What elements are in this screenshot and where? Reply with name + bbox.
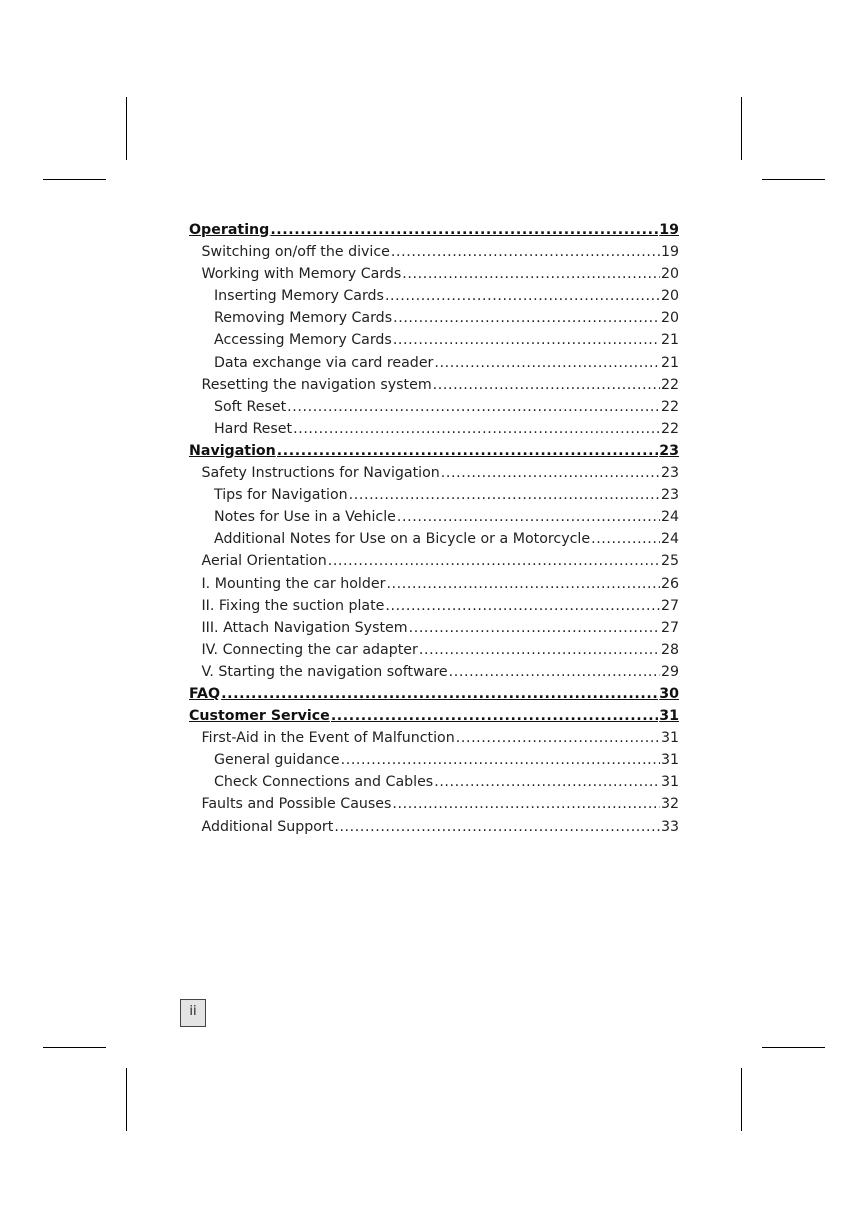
toc-entry-row[interactable] <box>189 241 679 263</box>
toc-entry-row[interactable] <box>189 307 679 329</box>
toc-entry-page: 20 <box>660 266 679 283</box>
toc-dot-leader <box>391 241 660 263</box>
toc-entry-title: I. Mounting the car holder <box>201 575 386 592</box>
toc-entry-title: Customer Service <box>189 708 330 725</box>
toc-dot-leader <box>433 374 660 396</box>
toc-entry-page: 29 <box>660 663 679 680</box>
toc-entry-row[interactable] <box>189 793 679 815</box>
toc-entry-row[interactable] <box>189 595 679 617</box>
toc-entry-row[interactable] <box>189 528 679 550</box>
toc-dot-leader <box>341 749 660 771</box>
toc-entry-title: Additional Notes for Use on a Bicycle or a Motorcycle <box>214 531 591 548</box>
toc-entry-page: 31 <box>659 708 679 725</box>
toc-entry-page: 23 <box>660 465 679 482</box>
toc-entry-page: 20 <box>660 310 679 327</box>
toc-entry-page: 27 <box>660 597 679 614</box>
toc-entry-row[interactable] <box>189 285 679 307</box>
toc-entry-row[interactable] <box>189 396 679 418</box>
toc-entry-title: Notes for Use in a Vehicle <box>214 509 396 526</box>
toc-entry-title: First-Aid in the Event of Malfunction <box>201 730 455 747</box>
toc-entry-page: 28 <box>660 641 679 658</box>
toc-dot-leader <box>293 418 660 440</box>
page-number: ii <box>180 999 206 1027</box>
toc-entry-page: 23 <box>659 442 679 459</box>
toc-entry-page: 27 <box>660 619 679 636</box>
toc-entry-title: Additional Support <box>201 818 334 835</box>
toc-entry-title: Working with Memory Cards <box>201 266 402 283</box>
toc-entry-title: Accessing Memory Cards <box>214 332 392 349</box>
toc-dot-leader <box>409 617 660 639</box>
toc-entry-page: 22 <box>660 398 679 415</box>
toc-entry-title: Faults and Possible Causes <box>201 796 392 813</box>
toc-entry-page: 19 <box>659 222 679 238</box>
toc-entry-title: Inserting Memory Cards <box>214 288 384 305</box>
crop-mark-top-left-horizontal <box>43 179 106 180</box>
toc-entry-row[interactable] <box>189 550 679 572</box>
toc-chapter-row[interactable] <box>189 440 679 462</box>
toc-dot-leader <box>449 661 660 683</box>
toc-entry-row[interactable] <box>189 661 679 683</box>
crop-mark-bottom-right-horizontal <box>762 1047 825 1048</box>
toc-entry-title: Navigation <box>189 442 276 459</box>
toc-dot-leader <box>397 506 660 528</box>
toc-dot-leader <box>328 550 660 572</box>
toc-entry-page: 21 <box>660 332 679 349</box>
toc-entry-title: Soft Reset <box>214 398 287 415</box>
toc-entry-page: 31 <box>660 752 679 769</box>
toc-entry-title: Removing Memory Cards <box>214 310 393 327</box>
toc-entry-row[interactable] <box>189 329 679 351</box>
toc-entry-title: Resetting the navigation system <box>201 376 432 393</box>
crop-mark-top-right-vertical <box>741 97 742 160</box>
toc-dot-leader <box>441 462 660 484</box>
crop-mark-top-right-horizontal <box>762 179 825 180</box>
toc-entry-title: Safety Instructions for Navigation <box>201 465 440 482</box>
toc-entry-title: FAQ <box>189 685 221 702</box>
toc-entry-page: 31 <box>660 774 679 791</box>
toc-dot-leader <box>419 639 660 661</box>
toc-entry-row[interactable] <box>189 418 679 440</box>
toc-dot-leader <box>334 816 660 838</box>
toc-entry-title: General guidance <box>214 752 340 769</box>
toc-chapter-row[interactable] <box>189 219 679 241</box>
toc-entry-title: Switching on/off the divice <box>201 244 390 261</box>
toc-entry-title: Hard Reset <box>214 420 293 437</box>
toc-entry-row[interactable] <box>189 639 679 661</box>
toc-dot-leader <box>591 528 660 550</box>
toc-entry-row[interactable] <box>189 617 679 639</box>
toc-entry-page: 19 <box>660 244 679 261</box>
toc-dot-leader <box>393 329 660 351</box>
toc-dot-leader <box>434 352 660 374</box>
toc-entry-title: II. Fixing the suction plate <box>201 597 385 614</box>
crop-mark-bottom-left-vertical <box>126 1068 127 1131</box>
toc-entry-title: Aerial Orientation <box>201 553 327 570</box>
table-of-contents <box>189 219 679 838</box>
toc-entry-row[interactable] <box>189 749 679 771</box>
toc-dot-leader <box>221 683 658 705</box>
toc-entry-row[interactable] <box>189 374 679 396</box>
toc-dot-leader <box>385 595 660 617</box>
toc-entry-page: 25 <box>660 553 679 570</box>
toc-chapter-row[interactable] <box>189 705 679 727</box>
toc-dot-leader <box>385 285 660 307</box>
toc-entry-page: 26 <box>660 575 679 592</box>
toc-dot-leader <box>349 484 660 506</box>
toc-entry-row[interactable] <box>189 771 679 793</box>
toc-entry-row[interactable] <box>189 506 679 528</box>
toc-entry-page: 22 <box>660 420 679 437</box>
toc-entry-row[interactable] <box>189 263 679 285</box>
toc-dot-leader <box>402 263 660 285</box>
toc-entry-title: IV. Connecting the car adapter <box>201 641 418 658</box>
toc-entry-title: Tips for Navigation <box>214 487 348 504</box>
toc-entry-title: Check Connections and Cables <box>214 774 434 791</box>
toc-entry-title: V. Starting the navigation software <box>201 663 448 680</box>
toc-dot-leader <box>270 219 658 241</box>
toc-dot-leader <box>456 727 660 749</box>
toc-entry-page: 30 <box>659 685 679 702</box>
toc-dot-leader <box>393 307 660 329</box>
toc-entry-page: 33 <box>660 818 679 835</box>
toc-dot-leader <box>392 793 660 815</box>
toc-entry-page: 23 <box>660 487 679 504</box>
toc-entry-row[interactable] <box>189 352 679 374</box>
toc-entry-row[interactable] <box>189 816 679 838</box>
toc-dot-leader <box>386 573 660 595</box>
toc-entry-row[interactable] <box>189 462 679 484</box>
toc-entry-title: Operating <box>189 222 270 238</box>
toc-dot-leader <box>331 705 658 727</box>
toc-entry-page: 21 <box>660 354 679 371</box>
toc-entry-page: 24 <box>660 531 679 548</box>
toc-dot-leader <box>277 440 658 462</box>
crop-mark-bottom-right-vertical <box>741 1068 742 1131</box>
toc-entry-page: 24 <box>660 509 679 526</box>
toc-entry-page: 22 <box>660 376 679 393</box>
toc-entry-row[interactable] <box>189 727 679 749</box>
toc-entry-page: 20 <box>660 288 679 305</box>
toc-entry-title: III. Attach Navigation System <box>201 619 408 636</box>
toc-chapter-row[interactable] <box>189 683 679 705</box>
toc-entry-page: 31 <box>660 730 679 747</box>
crop-mark-top-left-vertical <box>126 97 127 160</box>
toc-entry-title: Data exchange via card reader <box>214 354 434 371</box>
toc-dot-leader <box>434 771 660 793</box>
toc-entry-row[interactable] <box>189 484 679 506</box>
toc-entry-row[interactable] <box>189 573 679 595</box>
toc-entry-page: 32 <box>660 796 679 813</box>
crop-mark-bottom-left-horizontal <box>43 1047 106 1048</box>
toc-dot-leader <box>287 396 660 418</box>
